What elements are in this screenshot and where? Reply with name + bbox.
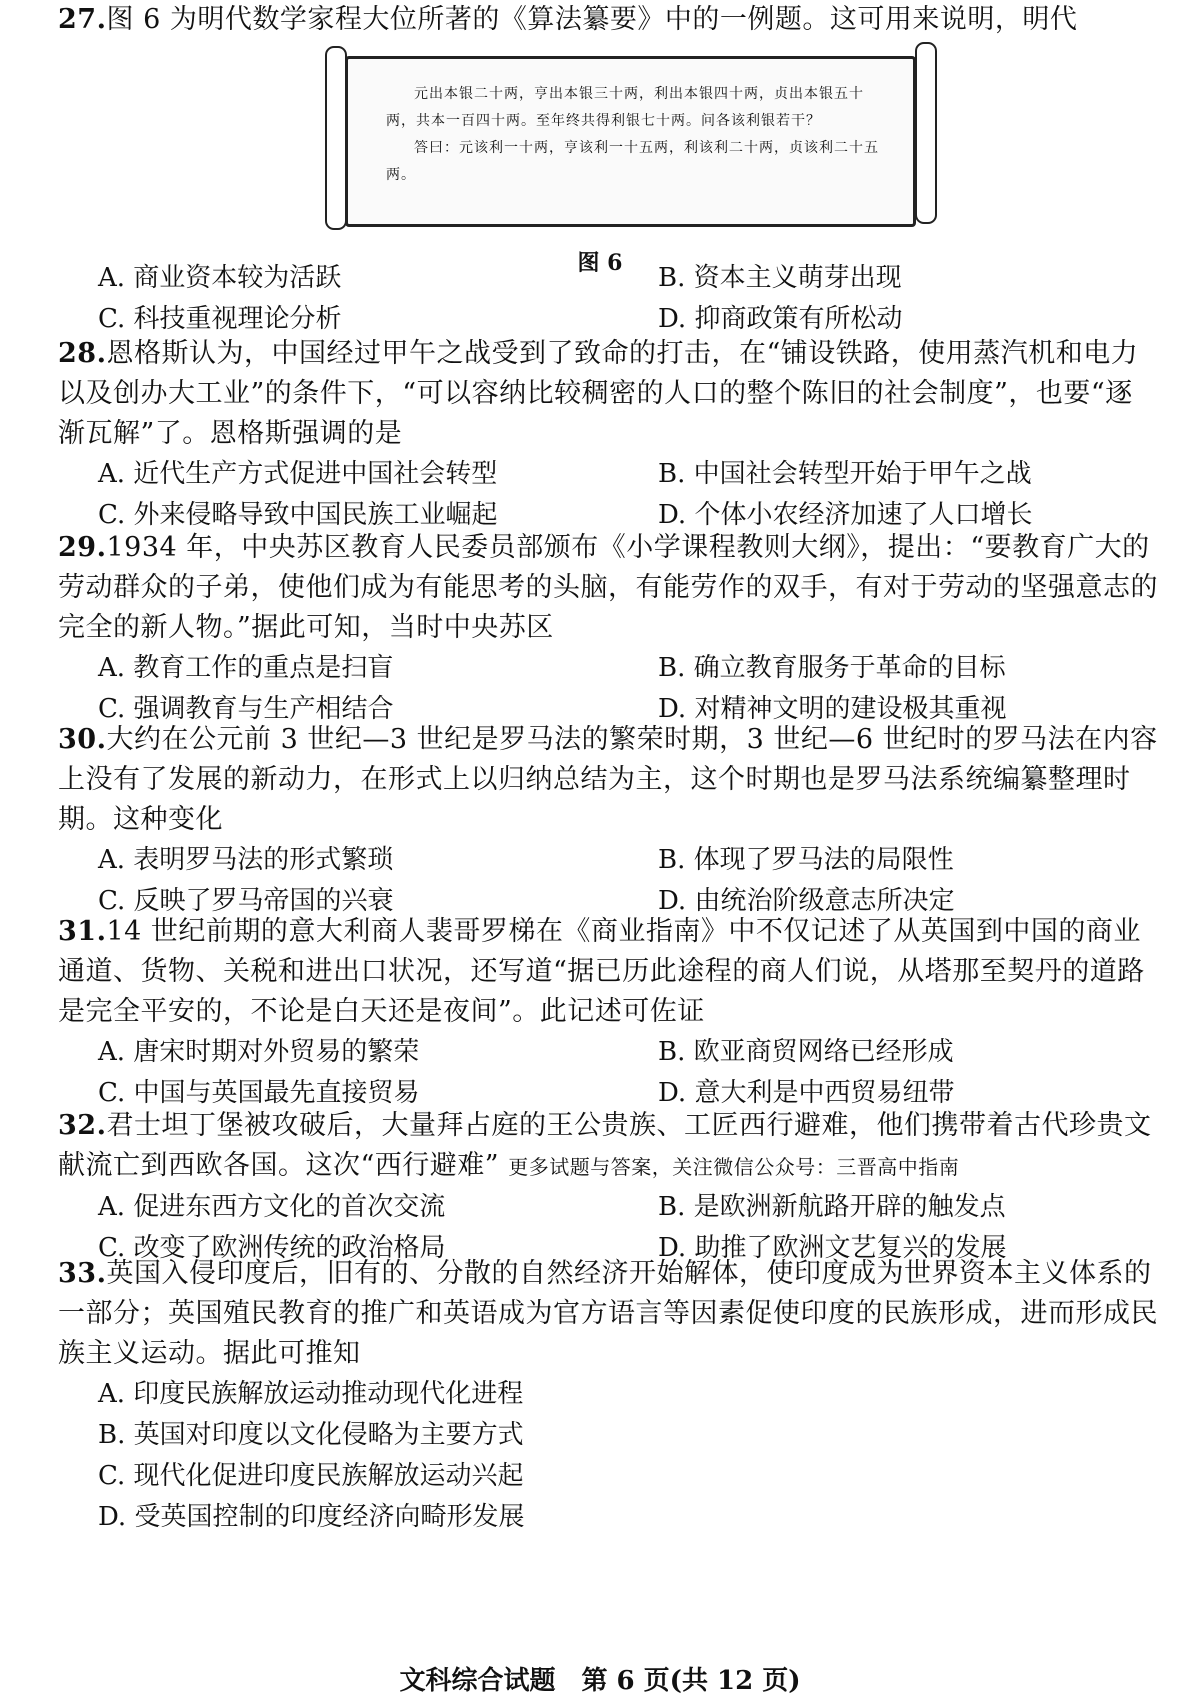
option-b[interactable]: B. 确立教育服务于革命的目标 xyxy=(658,653,1006,683)
scroll-roll-left xyxy=(325,46,347,230)
scroll-roll-right xyxy=(915,42,937,224)
question-stem xyxy=(58,1254,1158,1374)
option-d[interactable]: D. 意大利是中西贸易纽带 xyxy=(658,1078,955,1108)
question-text: 图 6 为明代数学家程大位所著的《算法纂要》中的一例题。这可用来说明，明代 xyxy=(106,4,1078,35)
question-number: 28. xyxy=(58,338,107,369)
question-stem xyxy=(58,912,1158,1032)
option-c[interactable]: C. 中国与英国最先直接贸易 xyxy=(98,1078,420,1108)
question-stem xyxy=(58,720,1158,840)
question-33 xyxy=(58,1254,1158,1538)
option-a[interactable]: A. 近代生产方式促进中国社会转型 xyxy=(98,459,498,489)
question-number: 31. xyxy=(58,916,107,947)
option-d[interactable]: D. 受英国控制的印度经济向畸形发展 xyxy=(98,1502,525,1532)
question-text: 大约在公元前 3 世纪—3 世纪是罗马法的繁荣时期，3 世纪—6 世纪时的罗马法在内容上没有了发展的新动力，在形式上以归纳总结为主，这个时期也是罗马法系统编纂整理时期。这种变化 xyxy=(58,724,1158,835)
question-29 xyxy=(58,528,1158,730)
option-b[interactable]: B. 欧亚商贸网络已经形成 xyxy=(658,1037,954,1067)
figure-caption: 图 6 xyxy=(577,250,623,276)
question-27 xyxy=(58,0,1158,40)
option-c[interactable]: C. 科技重视理论分析 xyxy=(98,304,342,334)
figure-answer-text: 答曰：元该利一十两，亨该利一十五两，利该利二十两，贞该利二十五两。 xyxy=(386,140,879,183)
question-32 xyxy=(58,1106,1158,1269)
question-text: 恩格斯认为，中国经过甲午之战受到了致命的打击，在“铺设铁路，使用蒸汽机和电力以及创办大工业”的条件下，“可以容纳比较稠密的人口的整个陈旧的社会制度”，也要“逐渐瓦解”了。恩格斯强调的是 xyxy=(58,338,1139,449)
question-27-options xyxy=(58,258,1158,340)
option-b[interactable]: B. 中国社会转型开始于甲午之战 xyxy=(658,459,1032,489)
option-c[interactable]: C. 反映了罗马帝国的兴衰 xyxy=(98,886,394,916)
question-stem xyxy=(58,334,1158,454)
wechat-promo-note: 更多试题与答案，关注微信公众号：三晋高中指南 xyxy=(508,1155,960,1179)
question-text: 14 世纪前期的意大利商人裴哥罗梯在《商业指南》中不仅记述了从英国到中国的商业通道、货物、关税和进出口状况，还写道“据已历此途程的商人们说，从塔那至契丹的道路是完全平安的，不论是白天还是夜间”。此记述可佐证 xyxy=(58,916,1145,1027)
question-number: 27. xyxy=(58,4,107,35)
question-text: 英国入侵印度后，旧有的、分散的自然经济开始解体，使印度成为世界资本主义体系的一部分；英国殖民教育的推广和英语成为官方语言等因素促使印度的民族形成，进而形成民族主义运动。据此可推知 xyxy=(58,1258,1158,1369)
option-d[interactable]: D. 对精神文明的建设极其重视 xyxy=(658,694,1007,724)
option-c[interactable]: C. 改变了欧洲传统的政治格局 xyxy=(98,1233,446,1263)
question-number: 33. xyxy=(58,1258,107,1289)
question-stem xyxy=(58,528,1158,648)
option-c[interactable]: C. 外来侵略导致中国民族工业崛起 xyxy=(98,500,498,530)
option-a[interactable]: A. 商业资本较为活跃 xyxy=(98,263,342,293)
page-footer: 文科综合试题 第 6 页(共 12 页) xyxy=(399,1666,801,1696)
question-stem xyxy=(58,1106,1158,1187)
figure-6-scroll xyxy=(325,42,935,234)
question-text: 君士坦丁堡被攻破后，大量拜占庭的王公贵族、工匠西行避难，他们携带着古代珍贵文献流亡到西欧各国。这次“西行避难” xyxy=(58,1110,1152,1181)
option-c[interactable]: C. 现代化促进印度民族解放运动兴起 xyxy=(98,1461,524,1491)
option-a[interactable]: A. 教育工作的重点是扫盲 xyxy=(98,653,394,683)
option-a[interactable]: A. 印度民族解放运动推动现代化进程 xyxy=(98,1379,524,1409)
option-c[interactable]: C. 强调教育与生产相结合 xyxy=(98,694,394,724)
question-text: 1934 年，中央苏区教育人民委员部颁布《小学课程教则大纲》，提出：“要教育广大的劳动群众的子弟，使他们成为有能思考的头脑，有能劳作的双手，有对于劳动的坚强意志的完全的新人物。”据此可知，当时中央苏区 xyxy=(58,532,1158,643)
option-d[interactable]: D. 由统治阶级意志所决定 xyxy=(658,886,955,916)
option-b[interactable]: B. 英国对印度以文化侵略为主要方式 xyxy=(98,1420,524,1450)
scroll-body xyxy=(345,56,916,227)
question-number: 30. xyxy=(58,724,107,755)
option-a[interactable]: A. 表明罗马法的形式繁琐 xyxy=(98,845,394,875)
question-31 xyxy=(58,912,1158,1114)
question-30 xyxy=(58,720,1158,922)
option-a[interactable]: A. 促进东西方文化的首次交流 xyxy=(98,1192,446,1222)
option-d[interactable]: D. 抑商政策有所松动 xyxy=(658,304,903,334)
option-d[interactable]: D. 个体小农经济加速了人口增长 xyxy=(658,500,1033,530)
option-b[interactable]: B. 是欧洲新航路开辟的触发点 xyxy=(658,1192,1006,1222)
option-b[interactable]: B. 体现了罗马法的局限性 xyxy=(658,845,954,875)
option-a[interactable]: A. 唐宋时期对外贸易的繁荣 xyxy=(98,1037,420,1067)
question-number: 29. xyxy=(58,532,107,563)
option-d[interactable]: D. 助推了欧洲文艺复兴的发展 xyxy=(658,1233,1007,1263)
figure-problem-text: 元出本银二十两，亨出本银三十两，利出本银四十两，贞出本银五十两，共本一百四十两。至年终共得利银七十两。问各该利银若干？ xyxy=(386,86,864,129)
option-b[interactable]: B. 资本主义萌芽出现 xyxy=(658,263,902,293)
question-number: 32. xyxy=(58,1110,107,1141)
question-stem xyxy=(58,0,1158,40)
question-28 xyxy=(58,334,1158,536)
